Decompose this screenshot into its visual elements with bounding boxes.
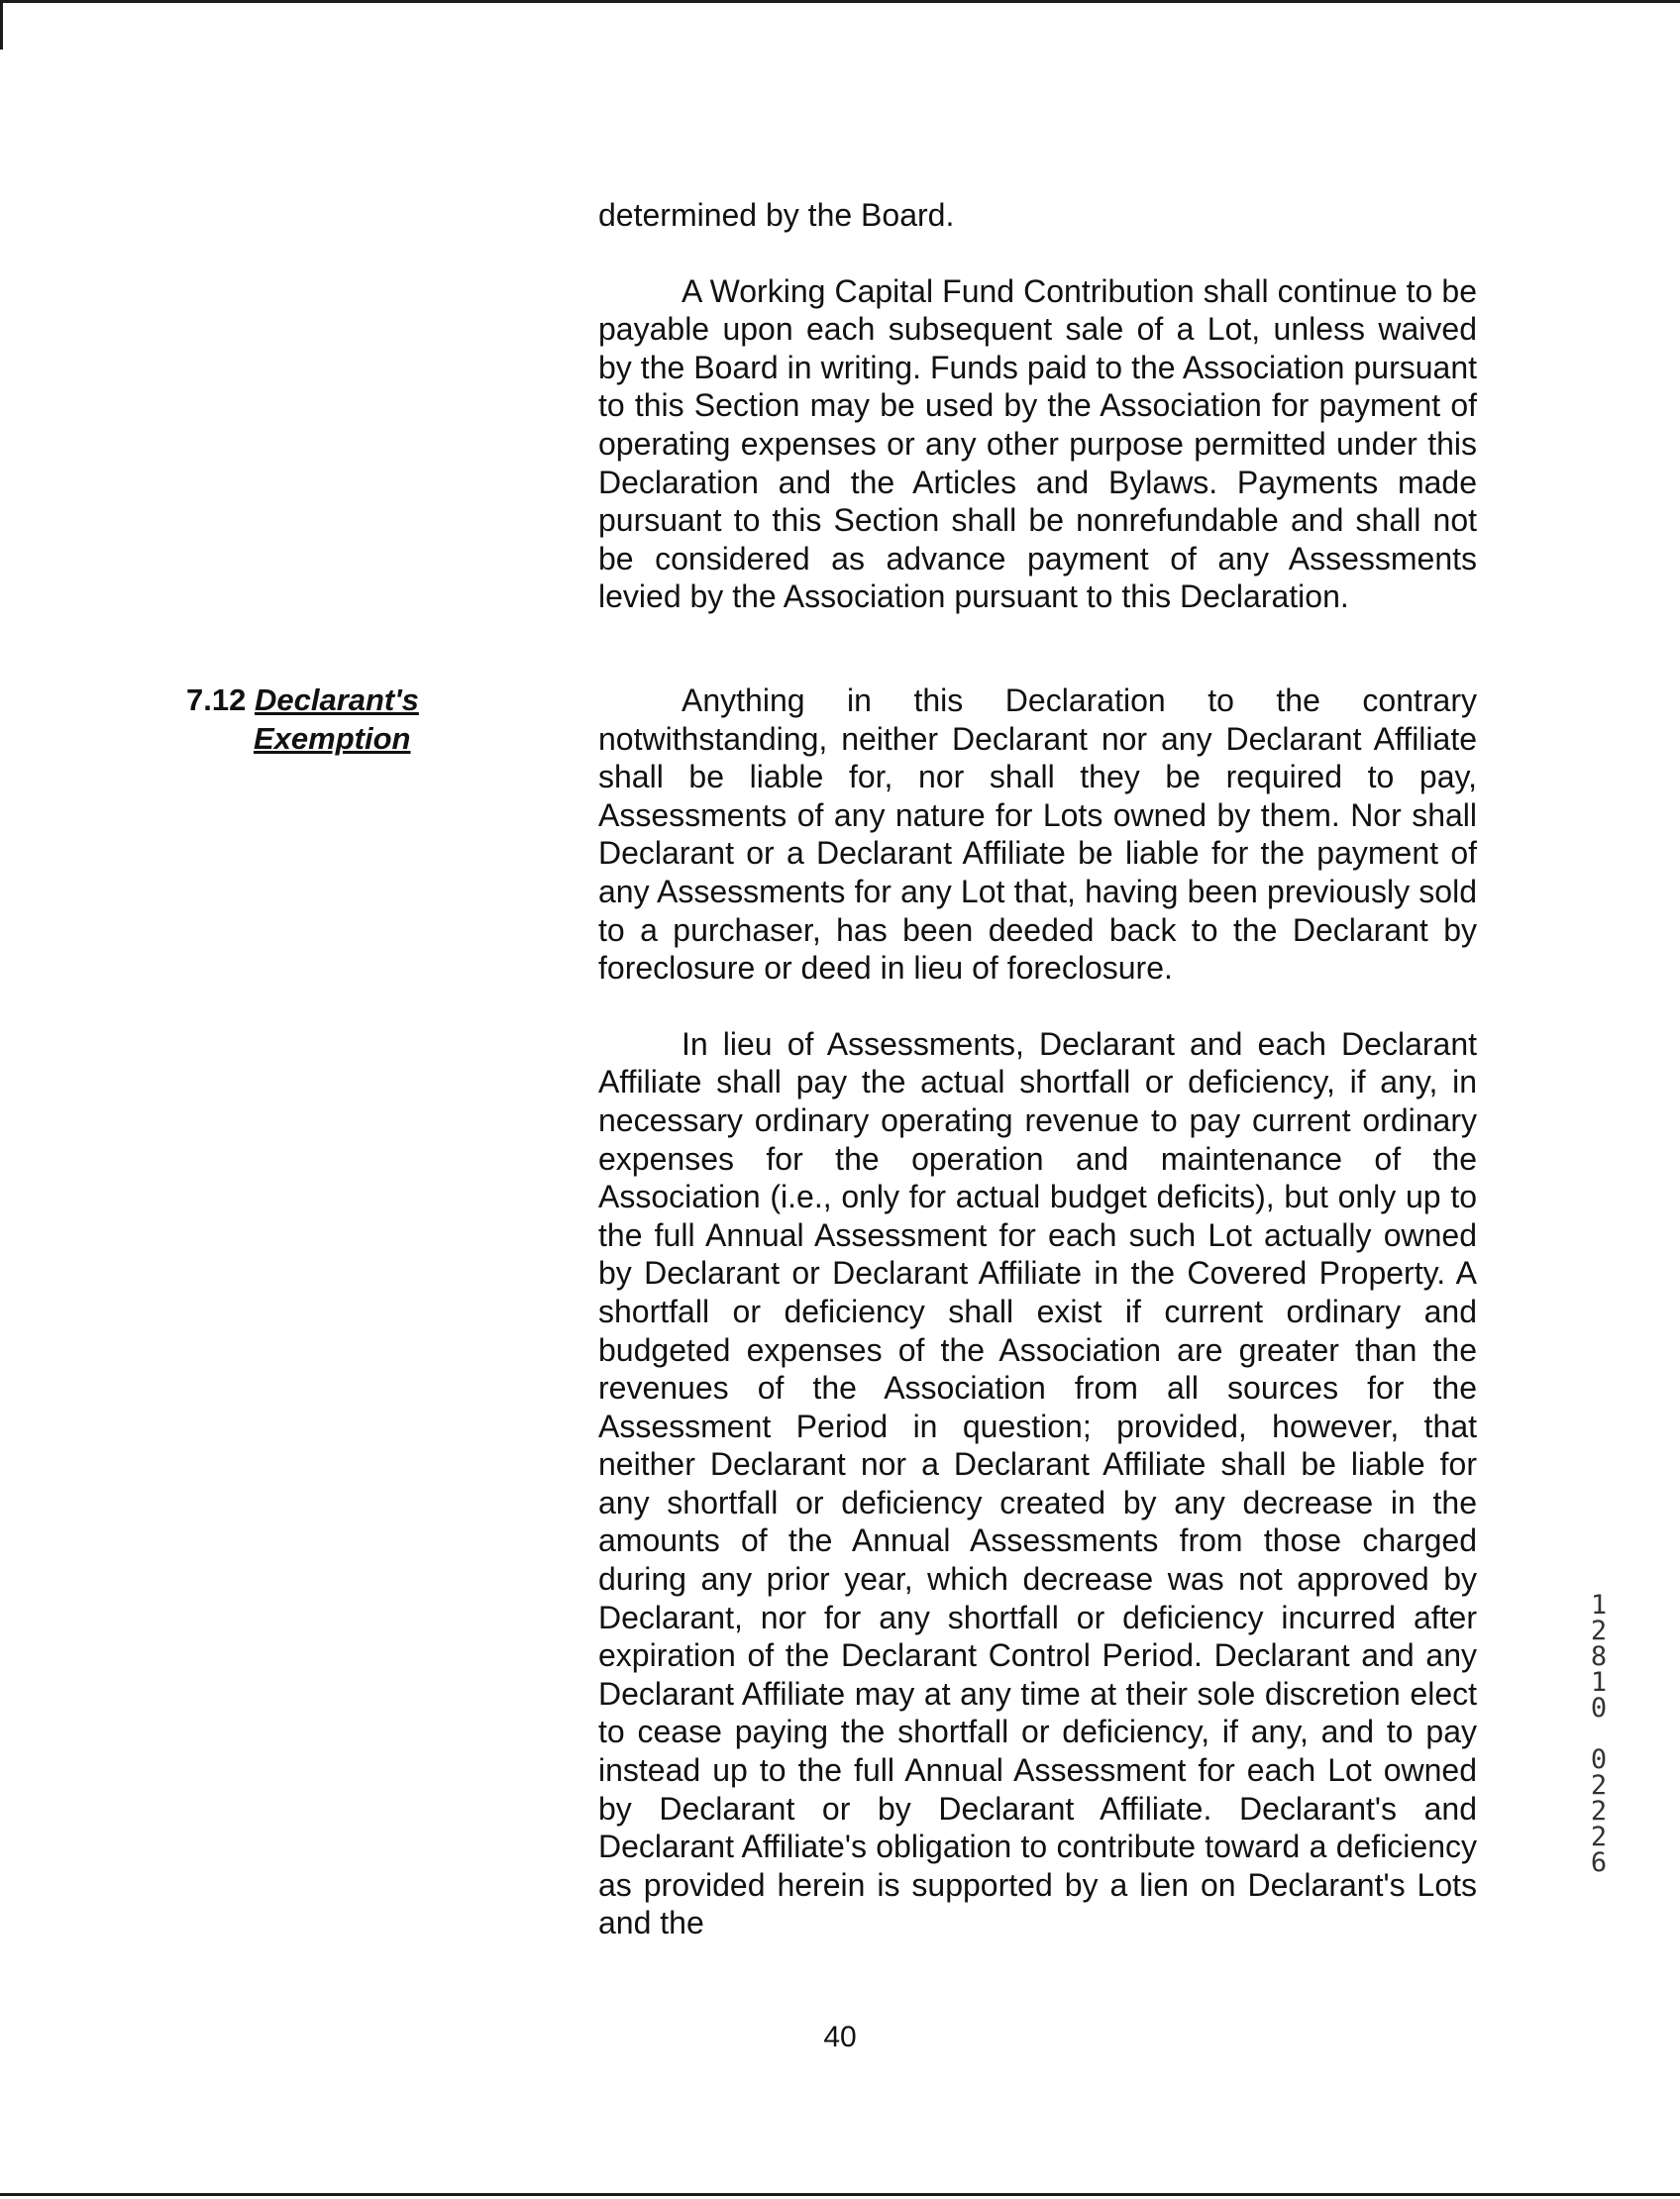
section-heading [186,681,444,758]
bottom-rule [0,2193,1680,2196]
stamp-digit: 6 [1590,1847,1608,1878]
stamp-digit: 0 [1590,1744,1608,1775]
body-text-top [598,196,1477,616]
stamp-digit: 1 [1590,1667,1608,1698]
section-title-line2: Exemption [254,720,411,756]
in-lieu-paragraph: In lieu of Assessments, Declarant and each Declarant Affiliate shall pay the actual shortfall or deficiency, if any, in necessary ordinary operating revenue to pay current ordinary expenses for the operation and maintenance of the Association (i.e., only for actual budget deficits), but only up to the full Annual Assessment for each such Lot actually owned by Declarant or Declarant Affiliate in the Covered Property. A shortfall or deficiency shall exist if current ordinary and budgeted expenses of the Association are greater than the revenues of the Association from all sources for the Assessment Period in question; provided, however, that neither Declarant nor a Declarant Affiliate shall be liable for any shortfall or deficiency created by any decrease in the amounts of the Annual Assessments from those charged during any prior year, which decrease was not approved by Declarant, nor for any shortfall or deficiency incurred after expiration of the Declarant Control Period. Declarant and any Declarant Affiliate may at any time at their sole discretion elect to cease paying the shortfall or deficiency, if any, and to pay instead up to the full Annual Assessment for each Lot owned by Declarant or by Declarant Affiliate. Declarant's and Declarant Affiliate's obligation to contribute toward a deficiency as provided herein is supported by a lien on Declarant's Lots and the [598,1025,1477,1941]
section-title-line1: Declarant's [254,682,419,717]
top-rule [0,0,1680,3]
left-edge-mark [0,0,3,50]
stamp-digit: 8 [1590,1641,1608,1672]
stamp-digit: 1 [1590,1590,1608,1621]
stamp-digit: 2 [1590,1616,1608,1646]
exemption-paragraph: Anything in this Declaration to the contrary notwithstanding, neither Declarant nor any Declarant Affiliate shall be liable for, nor shall they be required to pay, Assessments of any nature for Lots owned by them. Nor shall Declarant or a Declarant Affiliate be liable for the payment of any Assessments for any Lot that, having been previously sold to a purchaser, has been deeded back to the Declarant by foreclosure or deed in lieu of foreclosure. [598,682,1477,987]
stamp-digit: 0 [1590,1693,1608,1724]
stamp-digit: 2 [1590,1822,1608,1852]
lead-paragraph: determined by the Board. [598,197,955,233]
paragraph-gap [598,235,1477,272]
stamp-digit: 2 [1590,1796,1608,1827]
body-text-section [598,681,1477,1942]
page-number: 40 [823,2021,857,2053]
stamp-digit: 2 [1590,1770,1608,1801]
working-capital-paragraph: A Working Capital Fund Contribution shall continue to be payable upon each subsequent sale of a Lot, unless waived by the Board in writing. Funds paid to the Association pursuant to this Section may be used by the Association for payment of operating expenses or any other purpose permitted under this Declaration and the Articles and Bylaws. Payments made pursuant to this Section shall be nonrefundable and shall not be considered as advance payment of any Assessments levied by the Association pursuant to this Declaration. [598,272,1477,615]
recording-stamp [1583,1590,1615,1878]
paragraph-gap [598,988,1477,1025]
section-number: 7.12 [186,682,247,717]
